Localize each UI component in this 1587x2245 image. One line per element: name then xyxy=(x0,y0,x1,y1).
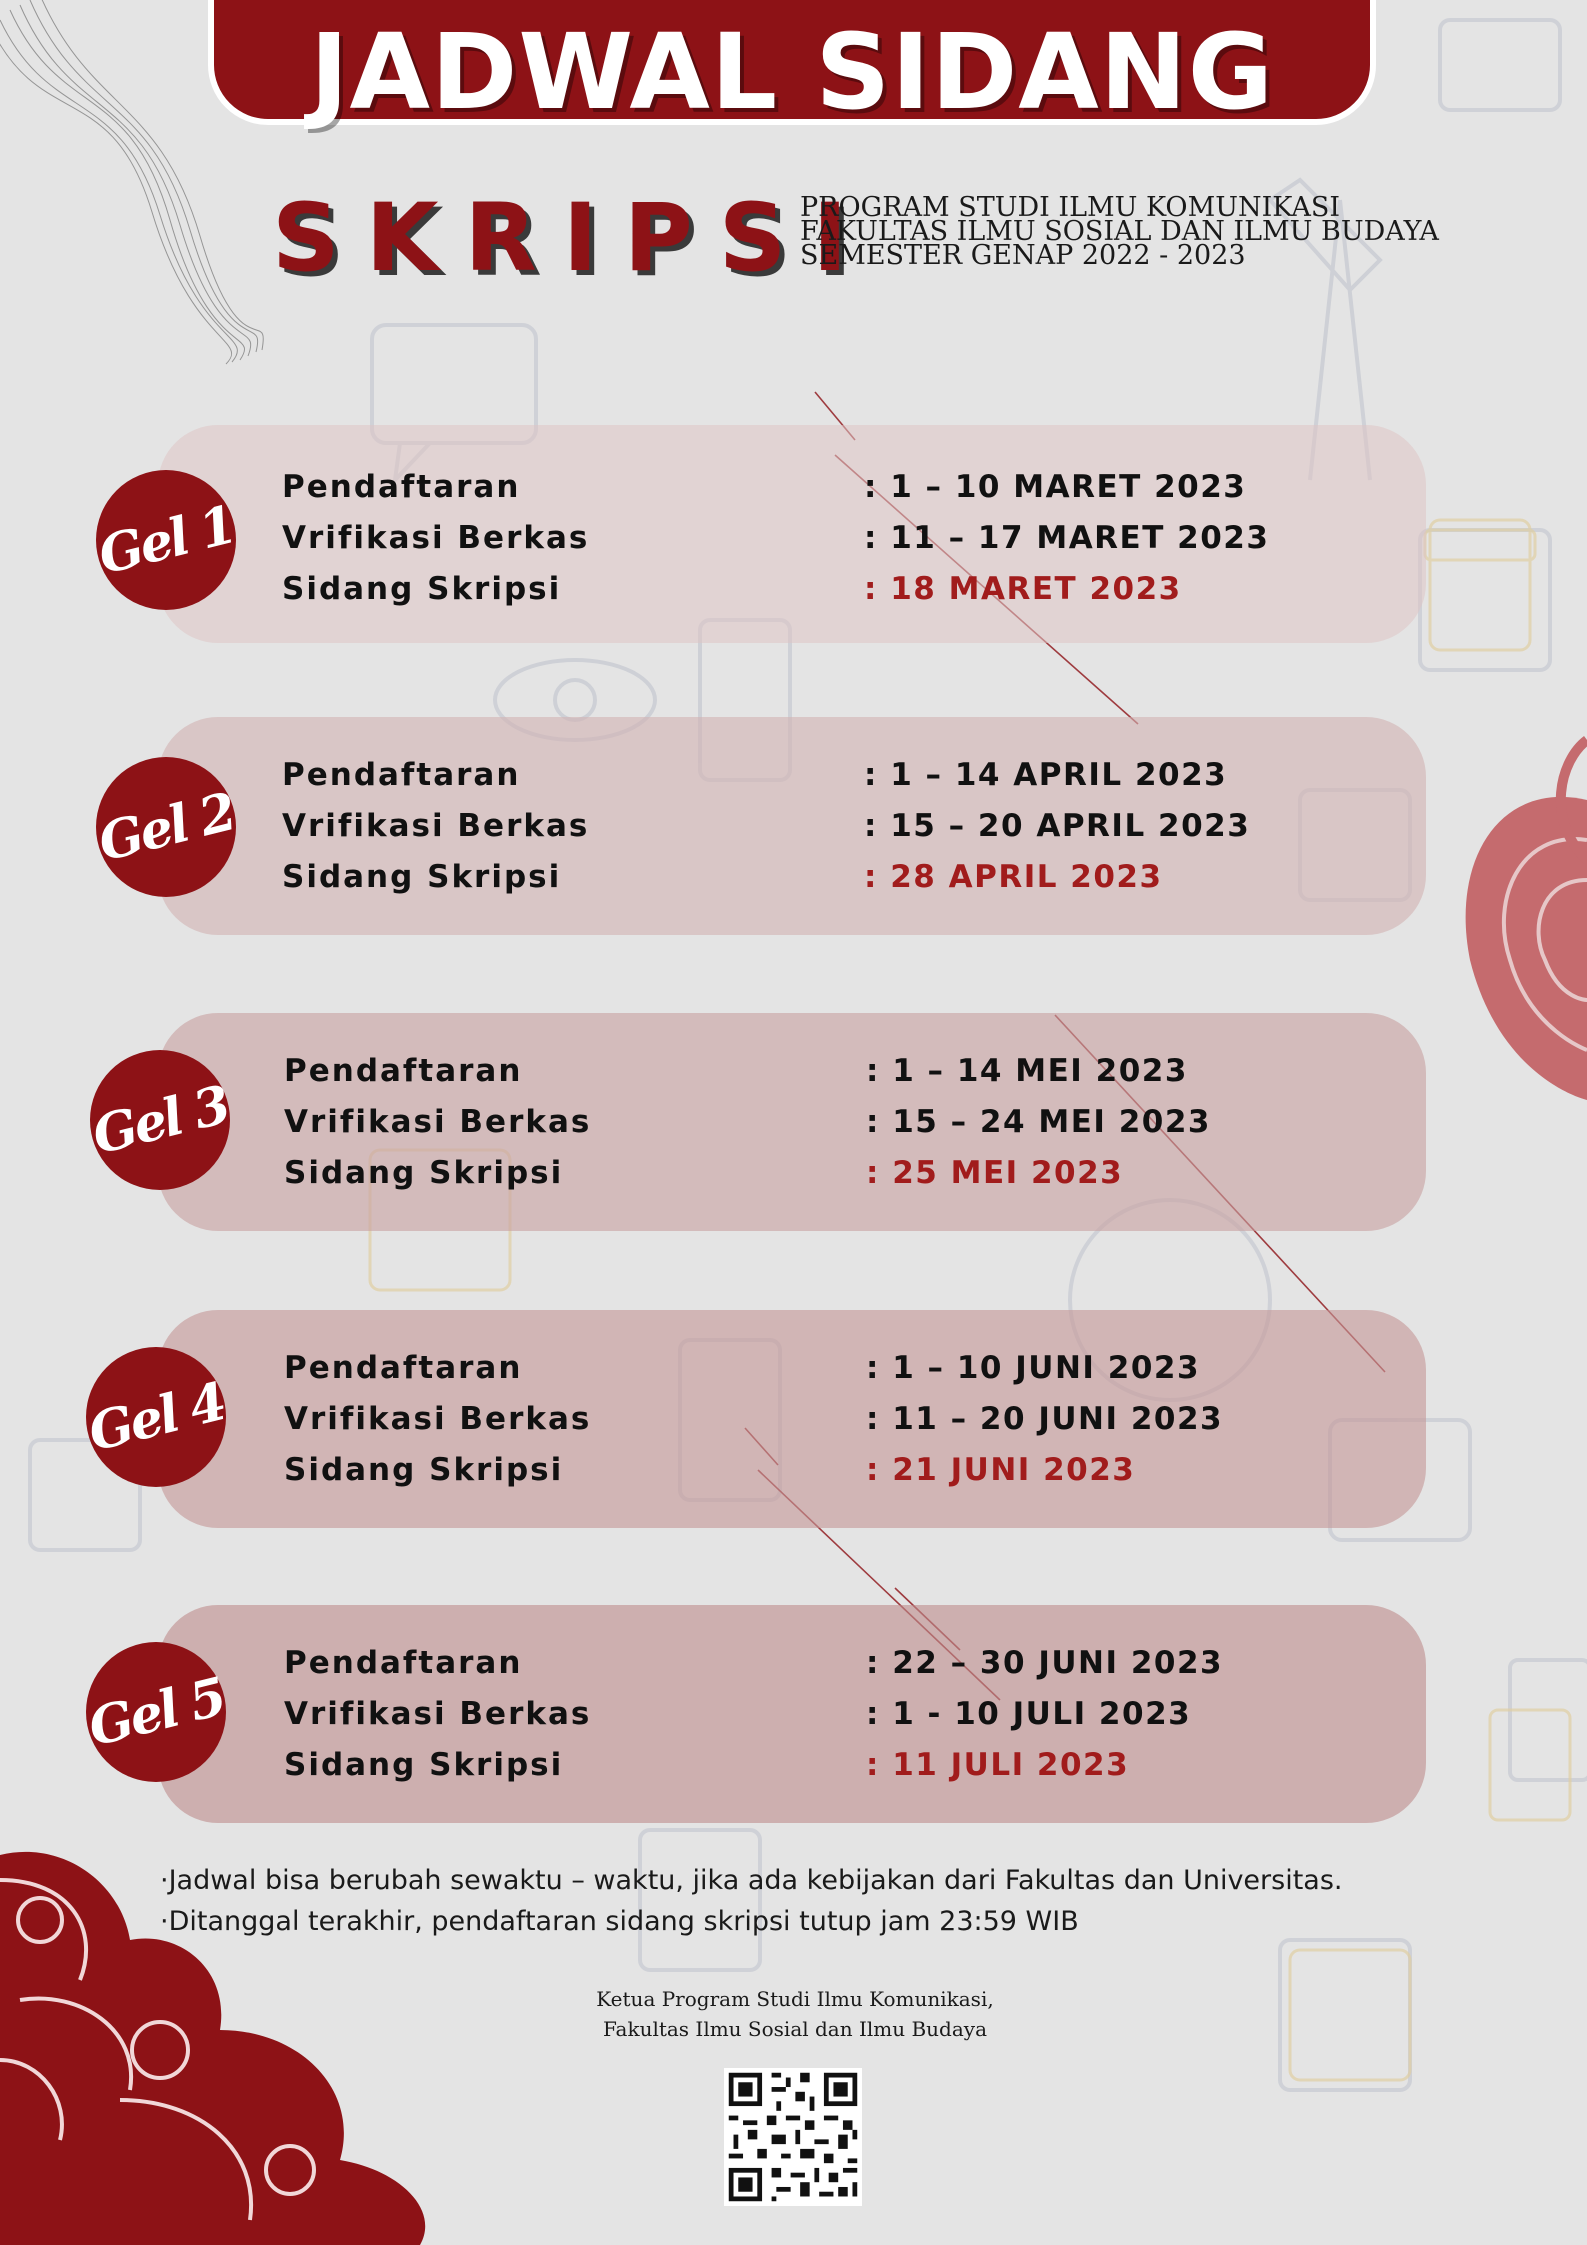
registration-value: : 1 – 14 MEI 2023 xyxy=(866,1053,1188,1089)
defense-value: : 11 JULI 2023 xyxy=(866,1747,1130,1783)
session-badge xyxy=(92,470,240,610)
session-badge xyxy=(92,757,240,897)
defense-value: : 25 MEI 2023 xyxy=(866,1155,1124,1191)
defense-value: : 21 JUNI 2023 xyxy=(866,1452,1136,1488)
session-badge xyxy=(82,1642,230,1782)
registration-value: : 1 – 10 JUNI 2023 xyxy=(866,1350,1201,1386)
qr-code xyxy=(724,2068,862,2206)
session-badge xyxy=(82,1347,230,1487)
defense-value: : 28 APRIL 2023 xyxy=(864,859,1163,895)
signature-line: Fakultas Ilmu Sosial dan Ilmu Budaya xyxy=(603,2017,987,2041)
program-line: SEMESTER GENAP 2022 - 2023 xyxy=(800,240,1246,271)
defense-label: Sidang Skripsi xyxy=(284,1452,564,1488)
session-badge xyxy=(86,1050,234,1190)
verification-label: Vrifikasi Berkas xyxy=(282,520,590,556)
session-badge-label: Gel 4 xyxy=(82,1370,230,1464)
defense-label: Sidang Skripsi xyxy=(282,859,562,895)
program-line: FAKULTAS ILMU SOSIAL DAN ILMU BUDAYA xyxy=(800,216,1439,247)
verification-value: : 11 – 17 MARET 2023 xyxy=(864,520,1270,556)
verification-value: : 15 – 20 APRIL 2023 xyxy=(864,808,1251,844)
program-line: PROGRAM STUDI ILMU KOMUNIKASI xyxy=(800,192,1340,223)
verification-label: Vrifikasi Berkas xyxy=(282,808,590,844)
page-title: JADWAL SIDANG xyxy=(309,11,1275,133)
registration-value: : 1 – 14 APRIL 2023 xyxy=(864,757,1228,793)
registration-label: Pendaftaran xyxy=(284,1645,523,1681)
defense-label: Sidang Skripsi xyxy=(284,1747,564,1783)
signature-line: Ketua Program Studi Ilmu Komunikasi, xyxy=(596,1987,994,2011)
session-badge-label: Gel 5 xyxy=(82,1665,230,1759)
registration-label: Pendaftaran xyxy=(284,1053,523,1089)
defense-label: Sidang Skripsi xyxy=(282,571,562,607)
registration-label: Pendaftaran xyxy=(282,469,521,505)
registration-value: : 1 – 10 MARET 2023 xyxy=(864,469,1247,505)
note-schedule-change: ·Jadwal bisa berubah sewaktu – waktu, jika ada kebijakan dari Fakultas dan Universitas. xyxy=(160,1865,1343,1896)
registration-label: Pendaftaran xyxy=(284,1350,523,1386)
page-subtitle: SKRIPSI xyxy=(272,184,874,293)
program-info xyxy=(800,192,1439,271)
session-badge-label: Gel 3 xyxy=(86,1073,234,1167)
note-deadline: ·Ditanggal terakhir, pendaftaran sidang skripsi tutup jam 23:59 WIB xyxy=(160,1906,1079,1937)
session-badge-label: Gel 1 xyxy=(92,493,240,587)
session-badge-label: Gel 2 xyxy=(92,780,240,874)
registration-label: Pendaftaran xyxy=(282,757,521,793)
verification-value: : 11 – 20 JUNI 2023 xyxy=(866,1401,1224,1437)
verification-label: Vrifikasi Berkas xyxy=(284,1401,592,1437)
verification-value: : 15 – 24 MEI 2023 xyxy=(866,1104,1211,1140)
verification-label: Vrifikasi Berkas xyxy=(284,1696,592,1732)
defense-value: : 18 MARET 2023 xyxy=(864,571,1182,607)
verification-value: : 1 - 10 JULI 2023 xyxy=(866,1696,1192,1732)
registration-value: : 22 – 30 JUNI 2023 xyxy=(866,1645,1224,1681)
verification-label: Vrifikasi Berkas xyxy=(284,1104,592,1140)
defense-label: Sidang Skripsi xyxy=(284,1155,564,1191)
